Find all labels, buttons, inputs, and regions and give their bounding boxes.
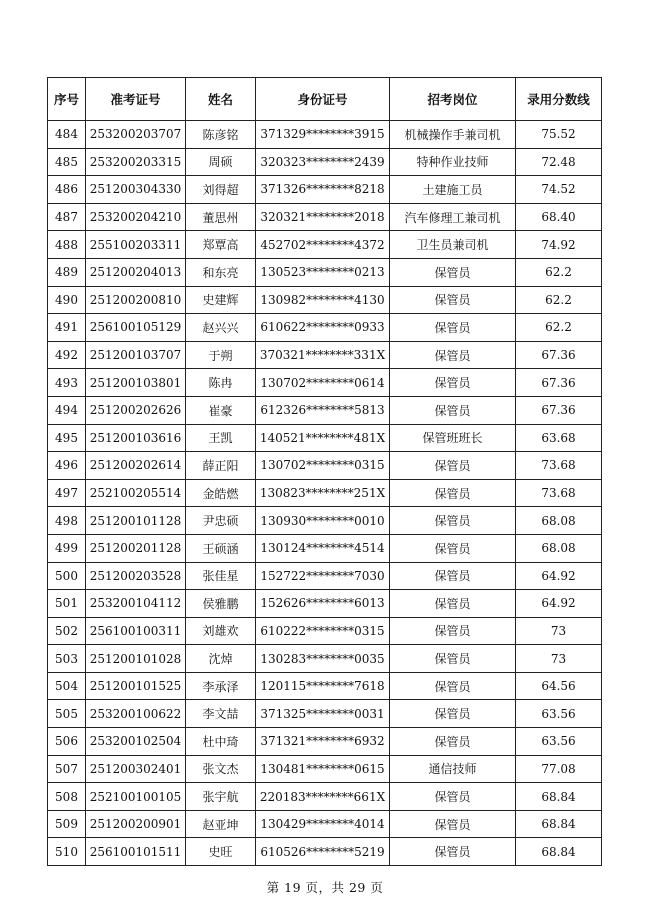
cell-seq: 496 xyxy=(48,452,86,480)
cell-position: 保管员 xyxy=(390,672,516,700)
cell-exam-id: 251200101028 xyxy=(86,645,186,673)
cell-score: 77.08 xyxy=(516,755,602,783)
cell-id-number: 130124********4514 xyxy=(256,534,390,562)
cell-seq: 506 xyxy=(48,728,86,756)
cell-exam-id: 251200202614 xyxy=(86,452,186,480)
cell-position: 保管员 xyxy=(390,728,516,756)
cell-exam-id: 253200100622 xyxy=(86,700,186,728)
cell-seq: 510 xyxy=(48,838,86,866)
cell-name: 刘雄欢 xyxy=(186,617,256,645)
cell-id-number: 371321********6932 xyxy=(256,728,390,756)
cell-exam-id: 256100101511 xyxy=(86,838,186,866)
cell-score: 73 xyxy=(516,645,602,673)
table-row xyxy=(48,258,602,286)
cell-score: 62.2 xyxy=(516,286,602,314)
cell-seq: 493 xyxy=(48,369,86,397)
cell-name: 杜中琦 xyxy=(186,728,256,756)
cell-position: 保管员 xyxy=(390,562,516,590)
table-row xyxy=(48,148,602,176)
cell-name: 薛正阳 xyxy=(186,452,256,480)
cell-score: 68.40 xyxy=(516,203,602,231)
cell-id-number: 130702********0315 xyxy=(256,452,390,480)
cell-position: 保管员 xyxy=(390,534,516,562)
table-row xyxy=(48,341,602,369)
cell-exam-id: 251200302401 xyxy=(86,755,186,783)
cell-position: 汽车修理工兼司机 xyxy=(390,203,516,231)
table-row xyxy=(48,479,602,507)
cell-exam-id: 251200204013 xyxy=(86,258,186,286)
cell-id-number: 320323********2439 xyxy=(256,148,390,176)
cell-name: 刘得超 xyxy=(186,176,256,204)
col-header-name: 姓名 xyxy=(186,78,256,121)
cell-position: 保管班班长 xyxy=(390,424,516,452)
cell-name: 李承泽 xyxy=(186,672,256,700)
cell-id-number: 130702********0614 xyxy=(256,369,390,397)
cell-id-number: 610622********0933 xyxy=(256,314,390,342)
header-row xyxy=(48,78,602,121)
cell-id-number: 140521********481X xyxy=(256,424,390,452)
cell-score: 74.92 xyxy=(516,231,602,259)
cell-id-number: 371326********8218 xyxy=(256,176,390,204)
cell-id-number: 130429********4014 xyxy=(256,810,390,838)
cell-id-number: 152626********6013 xyxy=(256,590,390,618)
table-row xyxy=(48,286,602,314)
cell-score: 64.56 xyxy=(516,672,602,700)
cell-seq: 505 xyxy=(48,700,86,728)
cell-seq: 502 xyxy=(48,617,86,645)
cell-score: 67.36 xyxy=(516,396,602,424)
col-header-score: 录用分数线 xyxy=(516,78,602,121)
cell-seq: 497 xyxy=(48,479,86,507)
cell-seq: 499 xyxy=(48,534,86,562)
col-header-exam-id: 准考证号 xyxy=(86,78,186,121)
cell-name: 陈冉 xyxy=(186,369,256,397)
cell-exam-id: 251200304330 xyxy=(86,176,186,204)
cell-name: 赵兴兴 xyxy=(186,314,256,342)
cell-exam-id: 253200204210 xyxy=(86,203,186,231)
cell-name: 于朔 xyxy=(186,341,256,369)
cell-exam-id: 253200203707 xyxy=(86,121,186,149)
cell-score: 62.2 xyxy=(516,258,602,286)
table-row xyxy=(48,755,602,783)
table-row xyxy=(48,176,602,204)
cell-score: 73 xyxy=(516,617,602,645)
table-row xyxy=(48,728,602,756)
cell-exam-id: 256100105129 xyxy=(86,314,186,342)
cell-position: 保管员 xyxy=(390,452,516,480)
cell-position: 保管员 xyxy=(390,838,516,866)
cell-position: 保管员 xyxy=(390,700,516,728)
cell-seq: 492 xyxy=(48,341,86,369)
cell-position: 保管员 xyxy=(390,645,516,673)
table-row xyxy=(48,203,602,231)
cell-name: 张宇航 xyxy=(186,783,256,811)
cell-exam-id: 251200103801 xyxy=(86,369,186,397)
cell-exam-id: 251200200901 xyxy=(86,810,186,838)
cell-position: 保管员 xyxy=(390,341,516,369)
cell-seq: 500 xyxy=(48,562,86,590)
cell-seq: 485 xyxy=(48,148,86,176)
cell-score: 73.68 xyxy=(516,479,602,507)
cell-position: 保管员 xyxy=(390,314,516,342)
cell-score: 68.84 xyxy=(516,783,602,811)
cell-id-number: 130481********0615 xyxy=(256,755,390,783)
table-row xyxy=(48,314,602,342)
cell-position: 土建施工员 xyxy=(390,176,516,204)
cell-id-number: 612326********5813 xyxy=(256,396,390,424)
table-row xyxy=(48,507,602,535)
cell-position: 保管员 xyxy=(390,810,516,838)
table-row xyxy=(48,121,602,149)
cell-score: 72.48 xyxy=(516,148,602,176)
cell-id-number: 130283********0035 xyxy=(256,645,390,673)
table-row xyxy=(48,672,602,700)
cell-name: 和东亮 xyxy=(186,258,256,286)
cell-name: 董思州 xyxy=(186,203,256,231)
cell-score: 74.52 xyxy=(516,176,602,204)
table-row xyxy=(48,700,602,728)
cell-position: 保管员 xyxy=(390,396,516,424)
cell-score: 64.92 xyxy=(516,590,602,618)
table-row xyxy=(48,452,602,480)
table-row xyxy=(48,534,602,562)
cell-exam-id: 253200203315 xyxy=(86,148,186,176)
cell-seq: 501 xyxy=(48,590,86,618)
cell-id-number: 610526********5219 xyxy=(256,838,390,866)
table-row xyxy=(48,838,602,866)
cell-seq: 494 xyxy=(48,396,86,424)
cell-name: 周硕 xyxy=(186,148,256,176)
cell-id-number: 220183********661X xyxy=(256,783,390,811)
cell-score: 68.08 xyxy=(516,507,602,535)
cell-exam-id: 252100205514 xyxy=(86,479,186,507)
cell-exam-id: 255100203311 xyxy=(86,231,186,259)
cell-score: 68.84 xyxy=(516,810,602,838)
cell-name: 张文杰 xyxy=(186,755,256,783)
table-row xyxy=(48,645,602,673)
cell-exam-id: 253200104112 xyxy=(86,590,186,618)
cell-position: 保管员 xyxy=(390,258,516,286)
cell-score: 63.68 xyxy=(516,424,602,452)
cell-seq: 484 xyxy=(48,121,86,149)
cell-seq: 507 xyxy=(48,755,86,783)
cell-exam-id: 251200101525 xyxy=(86,672,186,700)
table-row xyxy=(48,810,602,838)
cell-exam-id: 251200101128 xyxy=(86,507,186,535)
cell-id-number: 452702********4372 xyxy=(256,231,390,259)
cell-id-number: 152722********7030 xyxy=(256,562,390,590)
cell-position: 保管员 xyxy=(390,507,516,535)
cell-id-number: 370321********331X xyxy=(256,341,390,369)
cell-score: 68.84 xyxy=(516,838,602,866)
table-row xyxy=(48,562,602,590)
cell-score: 64.92 xyxy=(516,562,602,590)
cell-score: 63.56 xyxy=(516,700,602,728)
col-header-position: 招考岗位 xyxy=(390,78,516,121)
table-row xyxy=(48,369,602,397)
table-row xyxy=(48,590,602,618)
table-row xyxy=(48,617,602,645)
cell-name: 史建辉 xyxy=(186,286,256,314)
cell-exam-id: 251200103707 xyxy=(86,341,186,369)
col-header-seq: 序号 xyxy=(48,78,86,121)
cell-score: 67.36 xyxy=(516,341,602,369)
cell-name: 郑覃高 xyxy=(186,231,256,259)
cell-score: 62.2 xyxy=(516,314,602,342)
table-row xyxy=(48,424,602,452)
cell-name: 史旺 xyxy=(186,838,256,866)
cell-seq: 490 xyxy=(48,286,86,314)
table-row xyxy=(48,396,602,424)
cell-name: 王凯 xyxy=(186,424,256,452)
cell-name: 张佳星 xyxy=(186,562,256,590)
cell-score: 67.36 xyxy=(516,369,602,397)
cell-exam-id: 251200103616 xyxy=(86,424,186,452)
cell-name: 崔豪 xyxy=(186,396,256,424)
cell-seq: 495 xyxy=(48,424,86,452)
cell-name: 金皓燃 xyxy=(186,479,256,507)
cell-id-number: 610222********0315 xyxy=(256,617,390,645)
cell-position: 特种作业技师 xyxy=(390,148,516,176)
table-row xyxy=(48,783,602,811)
cell-score: 68.08 xyxy=(516,534,602,562)
cell-id-number: 371325********0031 xyxy=(256,700,390,728)
cell-id-number: 320321********2018 xyxy=(256,203,390,231)
table-row xyxy=(48,231,602,259)
cell-name: 王硕涵 xyxy=(186,534,256,562)
cell-position: 保管员 xyxy=(390,369,516,397)
cell-seq: 498 xyxy=(48,507,86,535)
cell-name: 陈彦铭 xyxy=(186,121,256,149)
cell-score: 73.68 xyxy=(516,452,602,480)
cell-exam-id: 251200201128 xyxy=(86,534,186,562)
cell-position: 保管员 xyxy=(390,479,516,507)
cell-position: 保管员 xyxy=(390,590,516,618)
cell-position: 机械操作手兼司机 xyxy=(390,121,516,149)
col-header-id-number: 身份证号 xyxy=(256,78,390,121)
page-number: 第 19 页，共 29 页 xyxy=(266,880,384,895)
cell-seq: 491 xyxy=(48,314,86,342)
results-table xyxy=(47,77,602,866)
cell-score: 63.56 xyxy=(516,728,602,756)
cell-name: 尹忠硕 xyxy=(186,507,256,535)
cell-exam-id: 256100100311 xyxy=(86,617,186,645)
cell-id-number: 130523********0213 xyxy=(256,258,390,286)
cell-score: 75.52 xyxy=(516,121,602,149)
cell-position: 保管员 xyxy=(390,286,516,314)
cell-id-number: 130823********251X xyxy=(256,479,390,507)
cell-id-number: 120115********7618 xyxy=(256,672,390,700)
cell-seq: 487 xyxy=(48,203,86,231)
cell-seq: 488 xyxy=(48,231,86,259)
cell-seq: 486 xyxy=(48,176,86,204)
cell-id-number: 130930********0010 xyxy=(256,507,390,535)
cell-position: 通信技师 xyxy=(390,755,516,783)
cell-name: 侯雅鹏 xyxy=(186,590,256,618)
cell-name: 李文喆 xyxy=(186,700,256,728)
cell-position: 保管员 xyxy=(390,617,516,645)
cell-position: 卫生员兼司机 xyxy=(390,231,516,259)
cell-seq: 489 xyxy=(48,258,86,286)
cell-name: 赵亚坤 xyxy=(186,810,256,838)
cell-exam-id: 252100100105 xyxy=(86,783,186,811)
cell-exam-id: 251200200810 xyxy=(86,286,186,314)
cell-seq: 503 xyxy=(48,645,86,673)
cell-exam-id: 253200102504 xyxy=(86,728,186,756)
cell-exam-id: 251200202626 xyxy=(86,396,186,424)
cell-name: 沈焯 xyxy=(186,645,256,673)
cell-id-number: 130982********4130 xyxy=(256,286,390,314)
cell-position: 保管员 xyxy=(390,783,516,811)
cell-seq: 508 xyxy=(48,783,86,811)
cell-seq: 504 xyxy=(48,672,86,700)
cell-exam-id: 251200203528 xyxy=(86,562,186,590)
cell-id-number: 371329********3915 xyxy=(256,121,390,149)
cell-seq: 509 xyxy=(48,810,86,838)
